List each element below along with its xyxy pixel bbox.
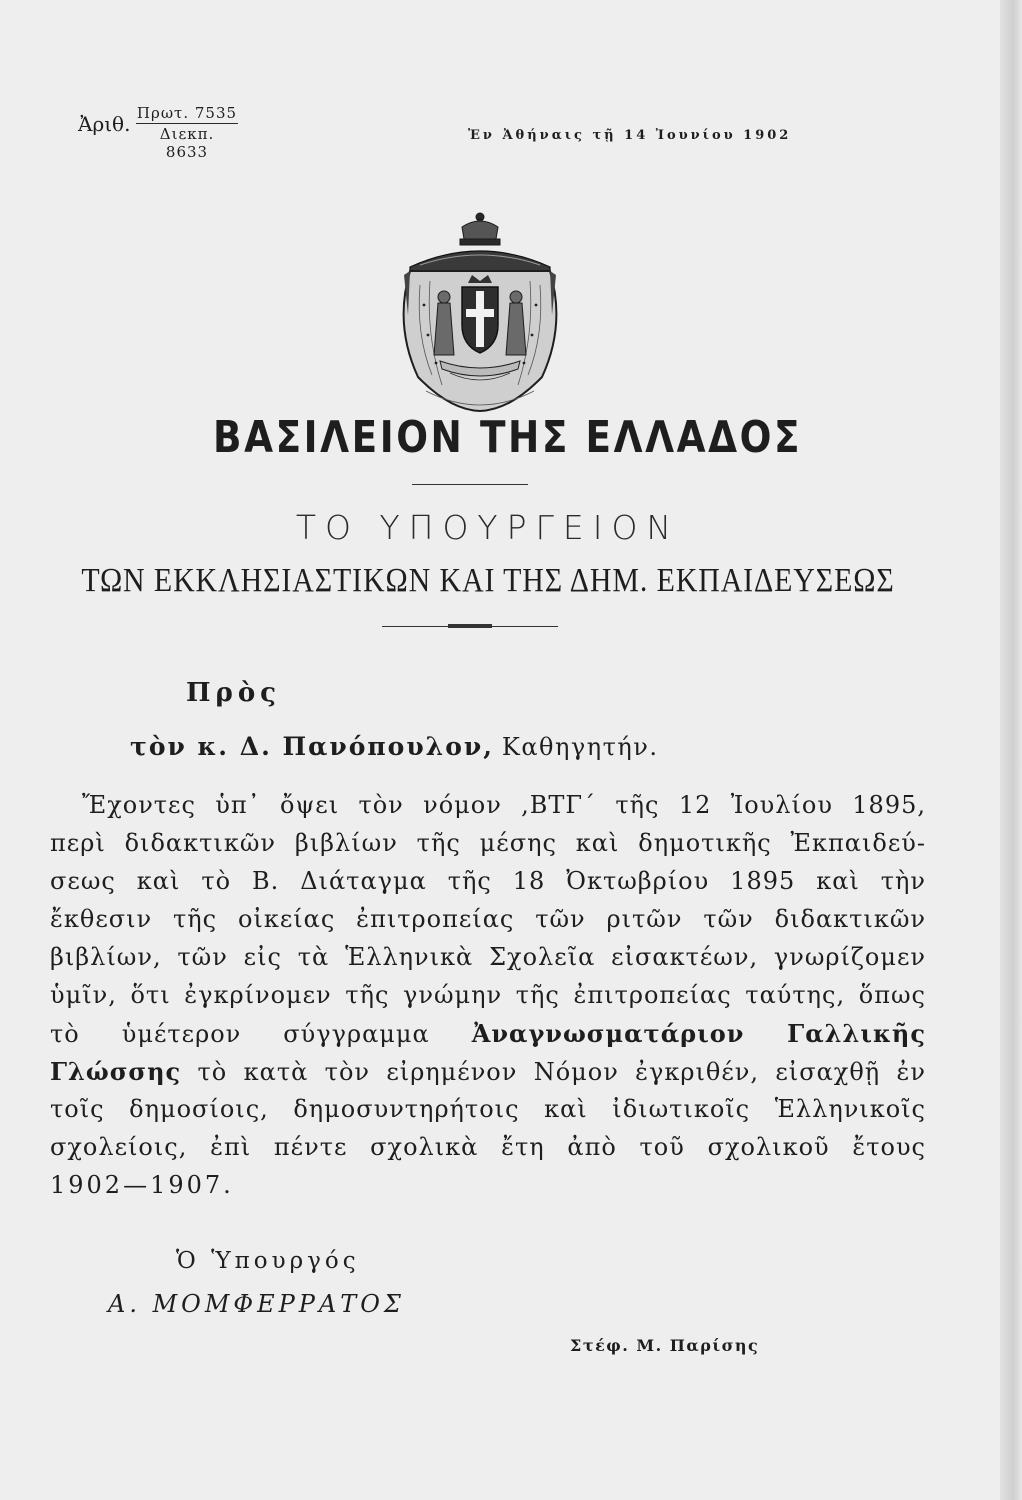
body-line: ἔκθεσιν τῆς οἰκείας ἐπιτροπείας τῶν ριτῶν τῶν διδακτικῶν xyxy=(50,905,926,933)
addressee xyxy=(130,732,658,761)
kingdom-title: ΒΑΣΙΛΕΙΟΝ ΤΗΣ ΕΛΛΑΔΟΣ xyxy=(213,412,803,463)
divider-rule-center-bar xyxy=(448,624,492,628)
ref-dispatch-number: Διεκπ. 8633 xyxy=(159,125,215,161)
body-line: περὶ διδακτικῶν βιβλίων τῆς μέσης καὶ δημοτικῆς Ἐκπαιδεύ- xyxy=(50,829,926,857)
signatory-title: Ὁ Ὑπουργός xyxy=(176,1248,360,1274)
printer-credit: Στέφ. Μ. Παρίσης xyxy=(570,1336,760,1355)
dateline: Ἐν Ἀθήναις τῇ 14 Ἰουνίου 1902 xyxy=(468,128,792,143)
royal-coat-of-arms-icon xyxy=(380,205,580,415)
ministry-subheading: ΤΩΝ ΕΚΚΛΗΣΙΑΣΤΙΚΩΝ ΚΑΙ ΤΗΣ ΔΗΜ. ΕΚΠΑΙΔΕΥΣΕΩΣ xyxy=(81,562,895,599)
body-text-segment: τὸ κατὰ τὸν εἰρημένον Νόμον ἐγκριθέν, εἰσαχθῇ ἐν xyxy=(197,1058,926,1086)
body-line-last: 1902—1907. xyxy=(50,1171,234,1199)
body-text-segment: τὸ ὑμέτερον σύγγραμμα xyxy=(50,1020,430,1048)
addressee-title: Καθηγητήν. xyxy=(501,733,659,761)
body-line: τοῖς δημοσίοις, δημοσυντηρήτοις καὶ ἰδιωτικοῖς Ἑλληνικοῖς xyxy=(50,1095,926,1123)
ref-fraction xyxy=(136,104,238,161)
body-line: σχολείοις, ἐπὶ πέντε σχολικὰ ἔτη ἀπὸ τοῦ σχολικοῦ ἔτους xyxy=(50,1133,926,1161)
book-title-bold: Ἀναγνωσματάριον Γαλλικῆς xyxy=(471,1019,926,1048)
body-line xyxy=(50,1019,926,1048)
signatory-name: Α. ΜΟΜΦΕΡΡΑΤΟΣ xyxy=(108,1290,405,1318)
divider-rule xyxy=(412,484,528,485)
page-edge-shadow xyxy=(1000,0,1022,1500)
book-title-bold-cont: Γλώσσης xyxy=(50,1057,182,1086)
body-line: Ἔχοντες ὑπ᾽ ὄψει τὸν νόμον ,ΒΤΓ´ τῆς 12 Ἰουλίου 1895, xyxy=(82,791,926,819)
ref-protocol-number: Πρωτ. 7535 xyxy=(136,104,238,122)
body-line: ὑμῖν, ὅτι ἐγκρίνομεν τῆς γνώμην τῆς ἐπιτροπείας ταύτης, ὅπως xyxy=(50,981,926,1009)
addressee-name: τὸν κ. Δ. Πανόπουλον, xyxy=(130,732,494,761)
body-line: βιβλίων, τῶν εἰς τὰ Ἑλληνικὰ Σχολεῖα εἰσακτέων, γνωρίζομεν xyxy=(50,943,926,971)
ref-fraction-bar xyxy=(136,123,238,124)
ministry-heading: ΤΟ ΥΠΟΥΡΓΕΙΟΝ xyxy=(295,508,681,547)
body-line xyxy=(50,1057,926,1086)
body-line: σεως καὶ τὸ Β. Διάταγμα τῆς 18 Ὀκτωβρίου 1895 καὶ τὴν xyxy=(50,867,926,895)
ref-prefix: Ἀριθ. xyxy=(78,112,131,136)
to-label: Πρὸς xyxy=(186,678,282,708)
